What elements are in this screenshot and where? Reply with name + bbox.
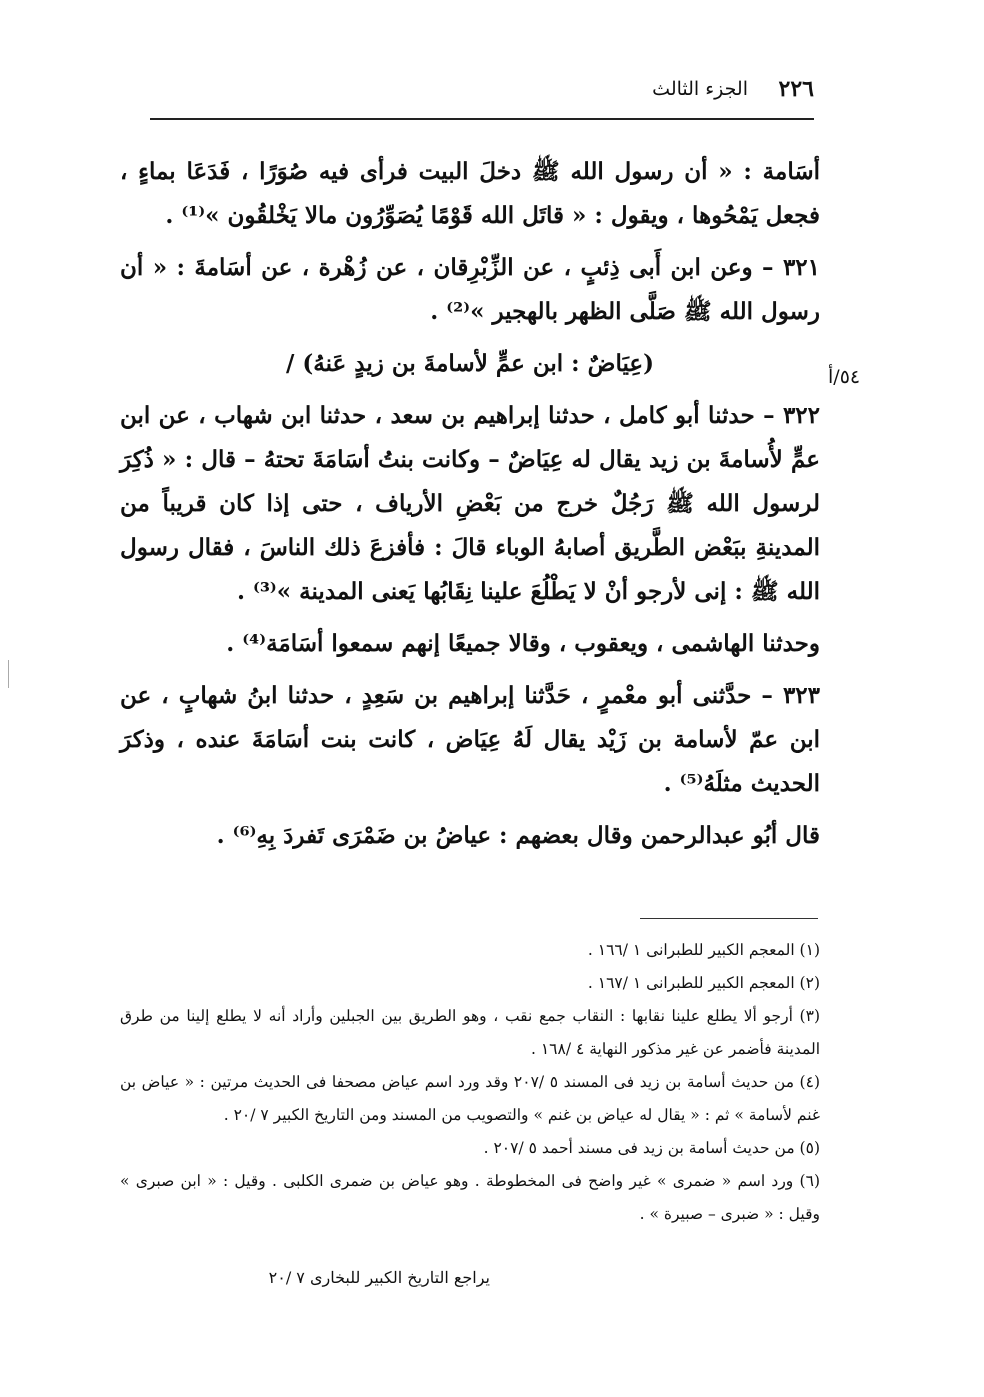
footnote-1: (١) المعجم الكبير للطبرانى ١ /١٦٦ . xyxy=(587,941,820,959)
running-title: الجزء الثالث xyxy=(652,78,748,100)
footnote-6: (٦) ورد اسم « ضمرى » غير واضح فى المخطوطة . وهو عياض بن ضمرى الكلبى . وقيل : « ابن صبرى » وقيل : « ضبرى – صبيرة » . xyxy=(120,1172,820,1223)
hadith-321: ٣٢١ – وعن ابن أَبى ذِئبٍ ، عن الزِّبْرِقان ، عن زُهْرة ، عن أسَامةَ : « أن رسول الله ﷺ صَلَّى الظهر بالهجير »⁽²⁾ . xyxy=(120,254,820,325)
footnote-3: (٣) أرجو ألا يطلع علينا نقابها : النقاب جمع نقب ، وهو الطريق بين الجبلين وأراد أنه لا يطلع إلينا من طرق المدينة فأضمر عن غير مذكور النهاية ٤ /١٦٨ . xyxy=(120,1007,820,1058)
footnote-5: (٥) من حديث أسامة بن زيد فى مسند أحمد ٥ /٢٠٧ . xyxy=(483,1139,820,1157)
reference-line: يراجع التاريخ الكبير للبخارى ٧ /٢٠ xyxy=(268,1268,490,1287)
hadith-322-addendum: وحدثنا الهاشمى ، ويعقوب ، وقالا جميعًا إنهم سمعوا أسَامَة⁽⁴⁾ . xyxy=(226,630,820,657)
hadith-322: ٣٢٢ – حدثنا أبو كامل ، حدثنا إبراهيم بن سعد ، حدثنا ابن شهاب ، عن ابن عمٍّ لأُسامةَ بن زيد يقال له عِيَاضٌ – وكانت بنتُ أسَامَةَ تحتهُ – قال : « ذُكِرَ لرسول الله ﷺ رَجُلٌ خرج من بَعْضِ الأرياف ، حتى إذا كان قريباً من المدينةِ ببَعْض الطَّريق أصابهُ الوباء قالَ : فأفزعَ ذلك الناسَ ، فقال رسول الله ﷺ : إنى لأرجو أنْ لا يَطْلُعَ علينا نِقَابُها يَعنى المدينة »⁽³⁾ . xyxy=(120,402,820,605)
hadith-323: ٣٢٣ – حدَّثنى أبو معْمرٍ ، حَدَّثنا إبراهيم بن سَعِدٍ ، حدثنا ابنُ شهابٍ ، عن ابن عمّ لأسامة بن زَيْد يقال لَهُ عِيَاض ، كانت بنت أسَامَةَ عنده ، وذكرَ الحديث مثلَهُ⁽⁵⁾ . xyxy=(120,682,820,797)
scan-margin-mark xyxy=(8,660,9,688)
main-text xyxy=(120,150,820,866)
manuscript-folio-note: ٥٤/أ xyxy=(828,366,861,388)
footnote-4: (٤) من حديث أسامة بن زيد فى المسند ٥ /٢٠٧ وقد ورد اسم عياض مصحفا فى الحديث مرتين : « عياض بن غنم لأسامة » ثم : « يقال له عياض بن غنم » والتصويب من المسند ومن التاريخ الكبير ٧ /٢٠ . xyxy=(120,1073,820,1124)
footnotes xyxy=(120,934,820,1231)
page-header xyxy=(150,76,814,106)
page-number: ٢٢٦ xyxy=(778,76,814,102)
paragraph-continuation: أسَامة : « أن رسول الله ﷺ دخلَ البيت فرأى فيه صُوَرًا ، فَدَعَا بماءٍ ، فجعل يَمْحُوها ، ويقول : « قاتَل الله قَوْمًا يُصَوِّرُون مالا يَخْلقُون »⁽¹⁾ . xyxy=(120,158,820,229)
footnote-rule xyxy=(640,918,818,919)
header-rule xyxy=(150,118,814,120)
footnote-2: (٢) المعجم الكبير للطبرانى ١ /١٦٧ . xyxy=(587,974,820,992)
closing-remark: قال أبُو عبدالرحمن وقال بعضهم : عياضُ بن ضَمْرَى تَفردَ بِهِ⁽⁶⁾ . xyxy=(216,822,820,849)
section-heading: (عِيَاضٌ : ابن عمٍّ لأسامةَ بن زيدٍ عَنهُ) / xyxy=(285,350,655,377)
